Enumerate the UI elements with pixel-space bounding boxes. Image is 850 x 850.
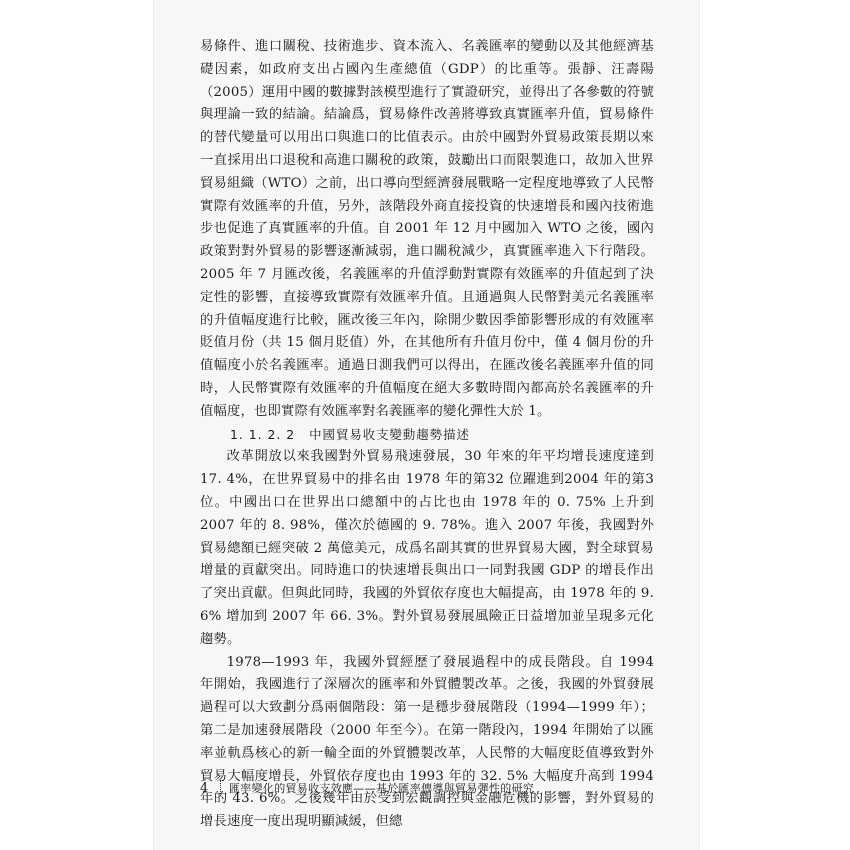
paragraph: 改革開放以來我國對外貿易飛速發展，30 年來的年平均增長速度達到 17. 4%，在世界貿易中的排名由 1978 年的第32 位躍進到2004 年的第3 位。中國出口在世界出口總額中的占比也由 1978 年的 0. 75% 上升到 2007 年的 8. 98%，僅次於德國的 9. 78%。進入 2007 年後，我國對外貿易總額已經突破 2 萬億美元，成爲名副其實的世界貿易大國，對全球貿易增量的貢獻突出。同時進口的快速增長與出口一同對我國 GDP 的增長作出了突出貢獻。但與此同時，我國的外貿依存度也大幅提高，由 1978 年的 9. 6% 增加到 2007 年 66. 3%。對外貿易發展風險正日益增加並呈現多元化趨勢。 [200, 449, 654, 647]
page-footer [200, 777, 654, 799]
paragraph-continued: 易條件、進口關稅、技術進步、資本流入、名義匯率的變動以及其他經濟基礎因素，如政府支出占國內生產總值（GDP）的比重等。張靜、汪壽陽（2005）運用中國的數據對該模型進行了實證研究，並得出了各參數的符號與理論一致的結論。結論爲，貿易條件改善將導致真實匯率升值，貿易條件的替代變量可以用出口與進口的比值表示。由於中國對外貿易政策長期以來一直採用出口退稅和高進口關稅的政策，鼓勵出口而限製進口，故加入世界貿易組織（WTO）之前，出口導向型經濟發展戰略一定程度地導致了人民幣實際有效匯率的升值，另外，該階段外商直接投資的快速增長和國內技術進步也促進了真實匯率的升值。自 2001 年 12 月中國加入 WTO 之後，國內政策對對外貿易的影響逐漸減弱，進口關稅減少，真實匯率進入下行階段。2005 年 7 月匯改後，名義匯率的升值浮動對實際有效匯率的升值起到了決定性的影響，直接導致實際有效匯率升值。且通過與人民幣對美元名義匯率的升值幅度進行比較，匯改後三年內，除開少數因季節影響形成的有效匯率貶值月份（共 15 個月貶值）外，在其他所有升值月份中，僅 4 個月份的升值幅度小於名義匯率。通過日測我們可以得出，在匯改後名義匯率升值的同時，人民幣實際有效匯率的升值幅度在絕大多數時間內都高於名義匯率的升值幅度，也即實際有效匯率對名義匯率的變化彈性大於 1。 [200, 39, 654, 419]
section-title: 中國貿易收支變動趨勢描述 [309, 426, 470, 442]
page-number: 4 [200, 780, 209, 796]
paragraph: 1978—1993 年，我國外貿經歷了發展過程中的成長階段。自 1994 年開始，我國進行了深層次的匯率和外貿體製改革。之後，我國的外貿發展過程可以大致劃分爲兩個階段：第一是穩步發展階段（1994—1999 年）；第二是加速發展階段（2000 年至今）。在第一階段內，1994 年開始了以匯率並軌爲核心的新一輪全面的外貿體製改革，人民幣的大幅度貶值導致對外貿易大幅度增長，外貿依存度也由 1993 年的 32. 5% 大幅度升高到 1994 年的 43. 6%。之後幾年由於受到宏觀調控與金融危機的影響，對外貿易的增長速度一度出現明顯減緩，但總 [200, 654, 654, 830]
section-heading [200, 424, 654, 447]
section-number: 1. 1. 2. 2 [230, 426, 296, 442]
footer-divider [220, 780, 221, 796]
running-title: 匯率變化的貿易收支效應——基於匯率傳導與貿易彈性的研究 [229, 782, 535, 795]
body-text [200, 36, 654, 834]
